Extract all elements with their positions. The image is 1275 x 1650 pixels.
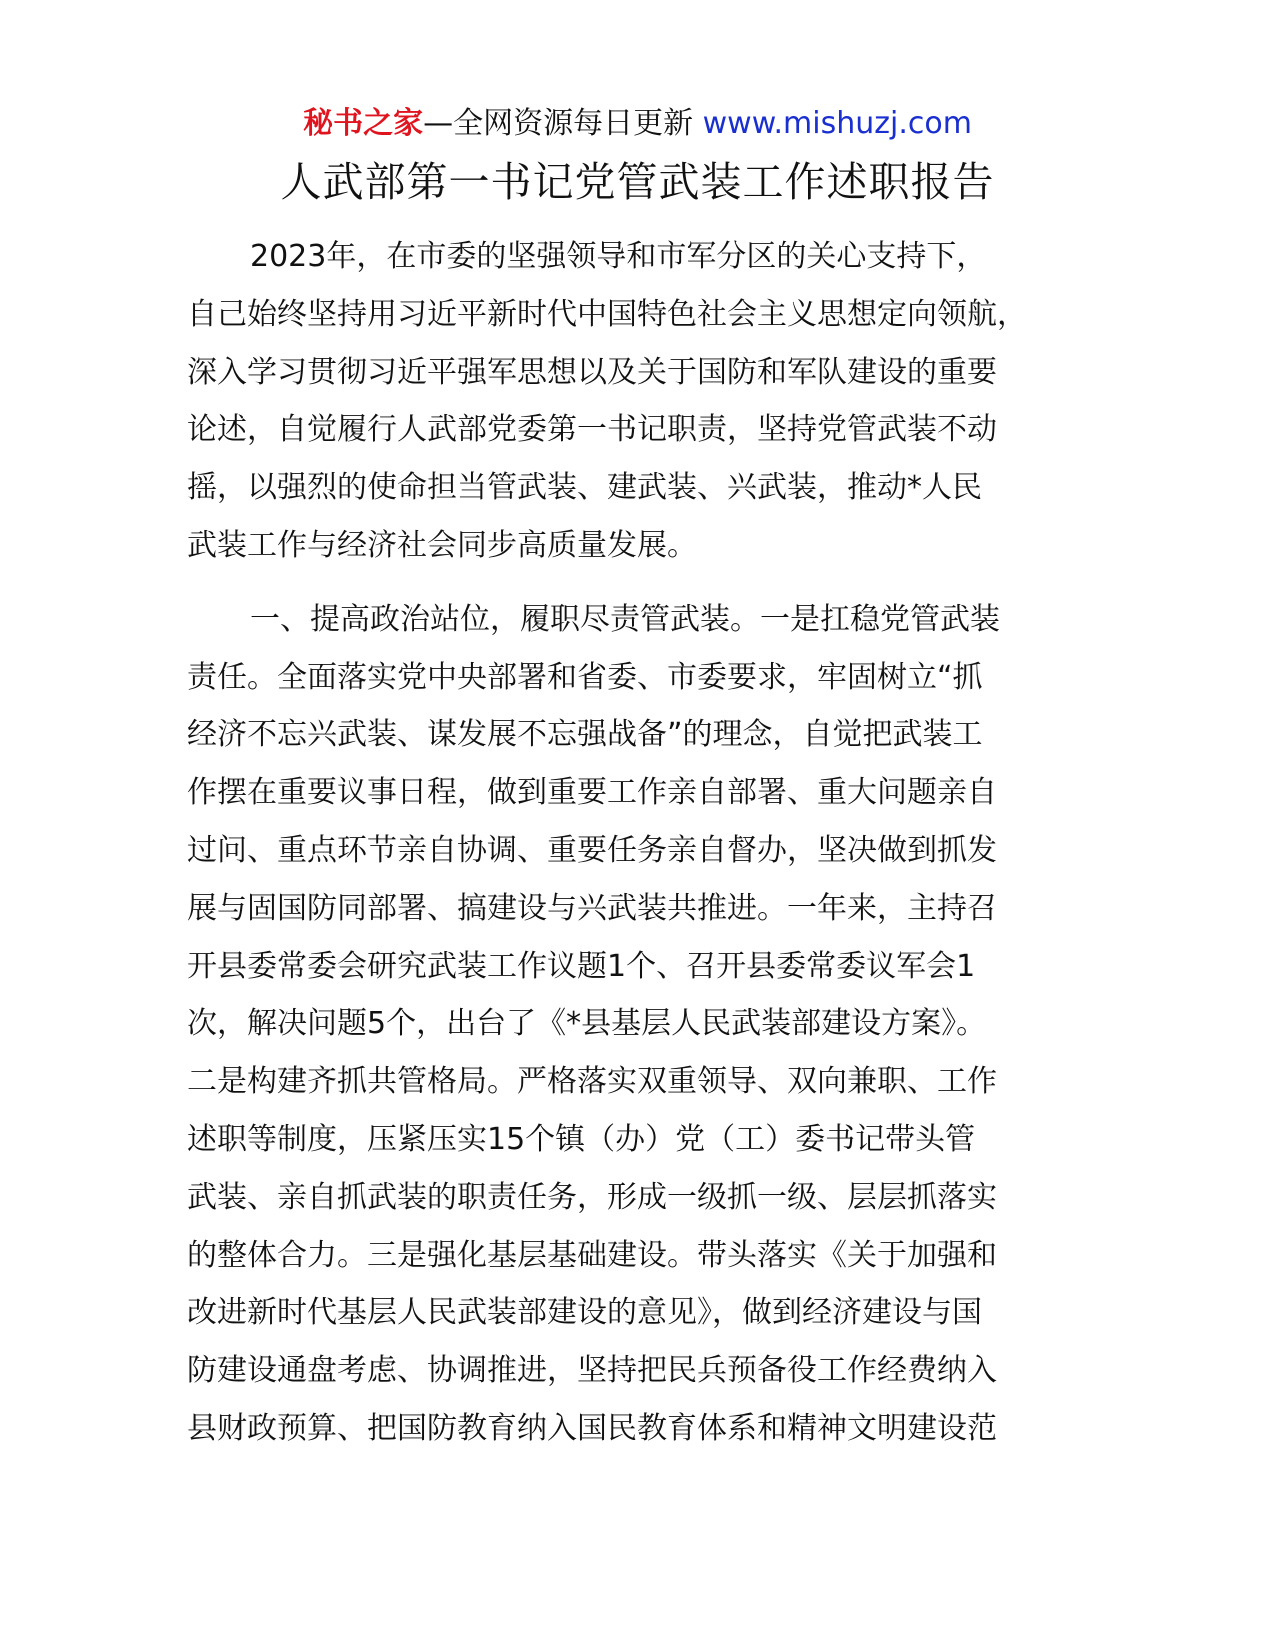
text-line: 武装工作与经济社会同步高质量发展。 bbox=[187, 527, 697, 563]
text-line: 的整体合力。三是强化基层基础建设。带头落实《关于加强和 bbox=[187, 1237, 997, 1273]
text-line: 开县委常委会研究武装工作议题1个、召开县委常委议军会1 bbox=[187, 948, 976, 984]
site-header bbox=[0, 104, 1275, 144]
text-line: 武装、亲自抓武装的职责任务，形成一级抓一级、层层抓落实 bbox=[187, 1179, 997, 1215]
paragraph-spacer bbox=[187, 575, 1087, 591]
site-url-link[interactable]: www.mishuzj.com bbox=[702, 106, 972, 141]
text-line: 论述，自觉履行人武部党委第一书记职责，坚持党管武装不动 bbox=[187, 412, 997, 448]
text-line: 经济不忘兴武装、谋发展不忘强战备”的理念，自觉把武装工 bbox=[187, 717, 983, 753]
paragraph-section-1 bbox=[187, 591, 1087, 1458]
text-line: 自己始终坚持用习近平新时代中国特色社会主义思想定向领航， bbox=[187, 296, 1027, 332]
text-line: 改进新时代基层人民武装部建设的意见》，做到经济建设与国 bbox=[187, 1295, 982, 1331]
site-tagline: —全网资源每日更新 bbox=[423, 106, 703, 141]
text-line: 过问、重点环节亲自协调、重要任务亲自督办，坚决做到抓发 bbox=[187, 832, 997, 868]
text-line: 2023年，在市委的坚强领导和市军分区的关心支持下， bbox=[250, 239, 987, 274]
text-line: 次，解决问题5个，出台了《*县基层人民武装部建设方案》。 bbox=[187, 1006, 987, 1042]
text-line: 展与固国防同部署、搞建设与兴武装共推进。一年来，主持召 bbox=[187, 890, 997, 926]
text-line: 作摆在重要议事日程，做到重要工作亲自部署、重大问题亲自 bbox=[187, 775, 997, 811]
document-body bbox=[187, 228, 1087, 1458]
document-title: 人武部第一书记党管武装工作述职报告 bbox=[280, 158, 995, 206]
text-line: 一、提高政治站位，履职尽责管武装。一是扛稳党管武装 bbox=[250, 601, 1000, 637]
text-line: 摇，以强烈的使命担当管武装、建武装、兴武装，推动*人民 bbox=[187, 470, 982, 506]
text-line: 深入学习贯彻习近平强军思想以及关于国防和军队建设的重要 bbox=[187, 354, 997, 390]
text-line: 县财政预算、把国防教育纳入国民教育体系和精神文明建设范 bbox=[187, 1410, 997, 1446]
text-line: 责任。全面落实党中央部署和省委、市委要求，牢固树立“抓 bbox=[187, 659, 983, 695]
text-line: 二是构建齐抓共管格局。严格落实双重领导、双向兼职、工作 bbox=[187, 1064, 997, 1100]
site-brand: 秘书之家 bbox=[303, 106, 424, 141]
text-line: 述职等制度，压紧压实15个镇（办）党（工）委书记带头管 bbox=[187, 1121, 976, 1157]
text-line: 防建设通盘考虑、协调推进，坚持把民兵预备役工作经费纳入 bbox=[187, 1353, 997, 1389]
paragraph-intro bbox=[187, 228, 1087, 575]
